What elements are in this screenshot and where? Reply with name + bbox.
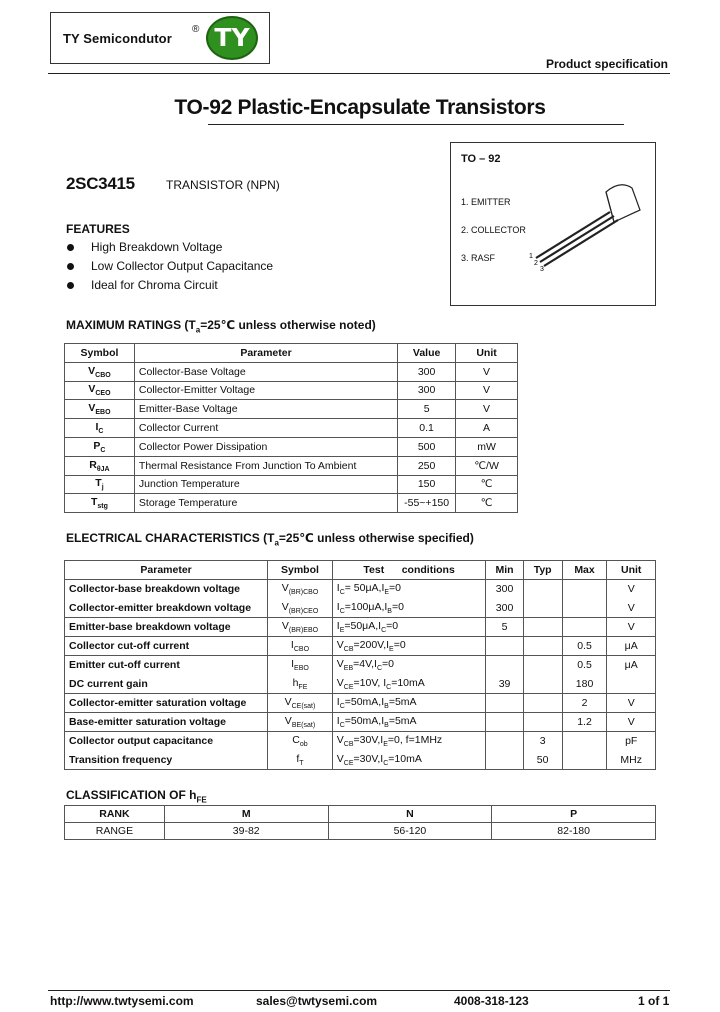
column-header: Symbol (268, 561, 333, 580)
page-number: 1 of 1 (638, 994, 670, 1008)
table-row (65, 381, 518, 400)
unit-cell: ℃ (456, 475, 518, 494)
logo-letters: TY (214, 23, 250, 52)
electrical-title: ELECTRICAL CHARACTERISTICS ($T_a=25℃$ unless otherwise specified) (66, 531, 474, 548)
rank-header: RANK (65, 806, 165, 823)
min-cell (486, 732, 523, 751)
unit-cell: V (456, 381, 518, 400)
part-number: 2SC3415 (66, 174, 135, 193)
condition-cell: $I_E=50\mu A,I_C=0$ (332, 618, 486, 637)
value-cell: 300 (398, 362, 456, 381)
unit-cell: μA (607, 637, 656, 656)
max-cell: 2 (562, 694, 607, 713)
condition-cell: $V_{CE}=10V$, $I_C=10mA$ (332, 675, 486, 694)
range-cell: RANGE (65, 823, 165, 840)
symbol-cell: $V_{BE(sat)}$ (268, 713, 333, 732)
column-header: Value (398, 344, 456, 363)
parameter-cell: Collector-Emitter Voltage (134, 381, 397, 400)
pin-label: 2. COLLECTOR (461, 225, 526, 235)
rank-header: N (328, 806, 492, 823)
parameter-cell: Emitter-base breakdown voltage (65, 618, 268, 637)
column-header: Symbol (65, 344, 135, 363)
condition-cell: $I_C= 50\mu A,I_E=0$ (332, 580, 486, 599)
unit-cell: MHz (607, 751, 656, 770)
unit-cell: V (607, 580, 656, 599)
symbol-cell: $T_j$ (65, 475, 135, 494)
max-cell (562, 580, 607, 599)
title-underline (208, 124, 624, 125)
unit-cell: V (456, 362, 518, 381)
condition-cell: $V_{CB}=30V,I_E=0$, f=1MHz (332, 732, 486, 751)
classification-table (64, 805, 656, 840)
column-header: Parameter (134, 344, 397, 363)
registered-mark: ® (192, 24, 200, 35)
max-ratings-table (64, 343, 518, 513)
condition-cell: $V_{EB}=4V,I_C=0$ (332, 656, 486, 675)
table-row (65, 362, 518, 381)
parameter-cell: Thermal Resistance From Junction To Ambient (134, 456, 397, 475)
table-row (65, 400, 518, 419)
symbol-cell: $V_{CBO}$ (65, 362, 135, 381)
feature-item: High Breakdown Voltage (91, 240, 223, 254)
range-cell: 56-120 (328, 823, 492, 840)
pin-label: 3. RASF (461, 253, 496, 263)
unit-cell: V (607, 618, 656, 637)
typ-cell (523, 599, 562, 618)
unit-cell: ℃ (456, 494, 518, 513)
table-row (65, 751, 656, 770)
max-cell (562, 618, 607, 637)
symbol-cell: $V_{(BR)CBO}$ (268, 580, 333, 599)
unit-cell: A (456, 419, 518, 438)
symbol-cell: $I_{CBO}$ (268, 637, 333, 656)
company-name: TY Semicondutor (63, 31, 172, 46)
classification-title: CLASSIFICATION OF $h_{FE}$ (66, 788, 207, 805)
table-row (65, 618, 656, 637)
to92-package-drawing (528, 172, 648, 272)
table-row (65, 694, 656, 713)
typ-cell (523, 637, 562, 656)
min-cell (486, 694, 523, 713)
value-cell: 5 (398, 400, 456, 419)
min-cell: 300 (486, 580, 523, 599)
column-header: Min (486, 561, 523, 580)
parameter-cell: Transition frequency (65, 751, 268, 770)
table-row (65, 580, 656, 599)
parameter-cell: Storage Temperature (134, 494, 397, 513)
symbol-cell: $I_C$ (65, 419, 135, 438)
range-cell: 39-82 (164, 823, 328, 840)
value-cell: -55~+150 (398, 494, 456, 513)
symbol-cell: $C_{ob}$ (268, 732, 333, 751)
table-row (65, 637, 656, 656)
condition-cell: $I_C=50mA,I_B=5mA$ (332, 713, 486, 732)
value-cell: 500 (398, 437, 456, 456)
table-row (65, 675, 656, 694)
value-cell: 300 (398, 381, 456, 400)
bullet-icon (67, 244, 74, 251)
table-row (65, 475, 518, 494)
table-row (65, 599, 656, 618)
typ-cell (523, 694, 562, 713)
column-header: Parameter (65, 561, 268, 580)
typ-cell (523, 618, 562, 637)
parameter-cell: DC current gain (65, 675, 268, 694)
column-header: Max (562, 561, 607, 580)
feature-item: Low Collector Output Capacitance (91, 259, 274, 273)
min-cell (486, 656, 523, 675)
doc-type: Product specification (545, 57, 668, 71)
parameter-cell: Collector output capacitance (65, 732, 268, 751)
parameter-cell: Collector Current (134, 419, 397, 438)
symbol-cell: $V_{CE(sat)}$ (268, 694, 333, 713)
column-header: Test conditions (332, 561, 486, 580)
typ-cell (523, 675, 562, 694)
feature-item: Ideal for Chroma Circuit (91, 278, 218, 292)
unit-cell: mW (456, 437, 518, 456)
page-title: TO-92 Plastic-Encapsulate Transistors (174, 96, 546, 119)
table-row (65, 656, 656, 675)
column-header: Unit (607, 561, 656, 580)
condition-cell: $V_{CE}=30V,I_C=10mA$ (332, 751, 486, 770)
parameter-cell: Base-emitter saturation voltage (65, 713, 268, 732)
value-cell: 0.1 (398, 419, 456, 438)
footer-rule (48, 990, 670, 991)
typ-cell (523, 713, 562, 732)
parameter-cell: Emitter cut-off current (65, 656, 268, 675)
parameter-cell: Emitter-Base Voltage (134, 400, 397, 419)
max-cell (562, 599, 607, 618)
rank-header: M (164, 806, 328, 823)
condition-cell: $I_C=50mA,I_B=5mA$ (332, 694, 486, 713)
min-cell: 39 (486, 675, 523, 694)
unit-cell: μA (607, 656, 656, 675)
range-cell: 82-180 (492, 823, 656, 840)
symbol-cell: $h_{FE}$ (268, 675, 333, 694)
max-ratings-title: MAXIMUM RATINGS ($T_a=25℃$ unless otherwise noted) (66, 318, 376, 335)
phone-number: 4008-318-123 (454, 994, 529, 1008)
max-ratings-body (65, 362, 518, 512)
pin-number: 2 (534, 260, 538, 267)
typ-cell (523, 656, 562, 675)
symbol-cell: $V_{EBO}$ (65, 400, 135, 419)
symbol-cell: $V_{CEO}$ (65, 381, 135, 400)
email-link[interactable]: sales@twtysemi.com (256, 994, 378, 1008)
unit-cell: V (607, 694, 656, 713)
symbol-cell: $P_C$ (65, 437, 135, 456)
min-cell (486, 751, 523, 770)
symbol-cell: $R_{\theta JA}$ (65, 456, 135, 475)
unit-cell: V (456, 400, 518, 419)
pin-number: 1 (529, 253, 533, 260)
condition-cell: $I_C=100\mu A,I_B=0$ (332, 599, 486, 618)
header-rule (48, 73, 670, 74)
min-cell: 5 (486, 618, 523, 637)
unit-cell: ℃/W (456, 456, 518, 475)
max-cell (562, 732, 607, 751)
company-logo (206, 16, 258, 60)
table-row (65, 494, 518, 513)
min-cell (486, 637, 523, 656)
unit-cell: V (607, 599, 656, 618)
pin-number: 3 (540, 266, 544, 272)
min-cell (486, 713, 523, 732)
column-header: Unit (456, 344, 518, 363)
bullet-icon (67, 282, 74, 289)
table-row (65, 456, 518, 475)
parameter-cell: Collector-Base Voltage (134, 362, 397, 381)
package-name: TO – 92 (461, 153, 501, 165)
symbol-cell: $f_T$ (268, 751, 333, 770)
condition-cell: $V_{CB}=200V,I_E=0$ (332, 637, 486, 656)
table-row (65, 437, 518, 456)
typ-cell: 50 (523, 751, 562, 770)
value-cell: 150 (398, 475, 456, 494)
table-row (65, 732, 656, 751)
table-row (65, 419, 518, 438)
symbol-cell: $T_{stg}$ (65, 494, 135, 513)
electrical-table (64, 560, 656, 770)
electrical-body (65, 580, 656, 770)
rank-header: P (492, 806, 656, 823)
symbol-cell: $V_{(BR)CEO}$ (268, 599, 333, 618)
features-title: FEATURES (66, 222, 130, 236)
unit-cell: V (607, 713, 656, 732)
typ-cell: 3 (523, 732, 562, 751)
column-header: Typ (523, 561, 562, 580)
website-link[interactable]: http://www.twtysemi.com (50, 994, 194, 1008)
typ-cell (523, 580, 562, 599)
max-cell: 0.5 (562, 637, 607, 656)
parameter-cell: Collector Power Dissipation (134, 437, 397, 456)
max-cell: 180 (562, 675, 607, 694)
parameter-cell: Junction Temperature (134, 475, 397, 494)
part-description: TRANSISTOR (NPN) (166, 178, 280, 192)
min-cell: 300 (486, 599, 523, 618)
symbol-cell: $I_{EBO}$ (268, 656, 333, 675)
max-cell (562, 751, 607, 770)
table-row (65, 713, 656, 732)
parameter-cell: Collector-base breakdown voltage (65, 580, 268, 599)
unit-cell (607, 675, 656, 694)
symbol-cell: $V_{(BR)EBO}$ (268, 618, 333, 637)
max-cell: 1.2 (562, 713, 607, 732)
bullet-icon (67, 263, 74, 270)
parameter-cell: Collector-emitter saturation voltage (65, 694, 268, 713)
pin-label: 1. EMITTER (461, 197, 511, 207)
unit-cell: pF (607, 732, 656, 751)
parameter-cell: Collector-emitter breakdown voltage (65, 599, 268, 618)
max-cell: 0.5 (562, 656, 607, 675)
value-cell: 250 (398, 456, 456, 475)
parameter-cell: Collector cut-off current (65, 637, 268, 656)
